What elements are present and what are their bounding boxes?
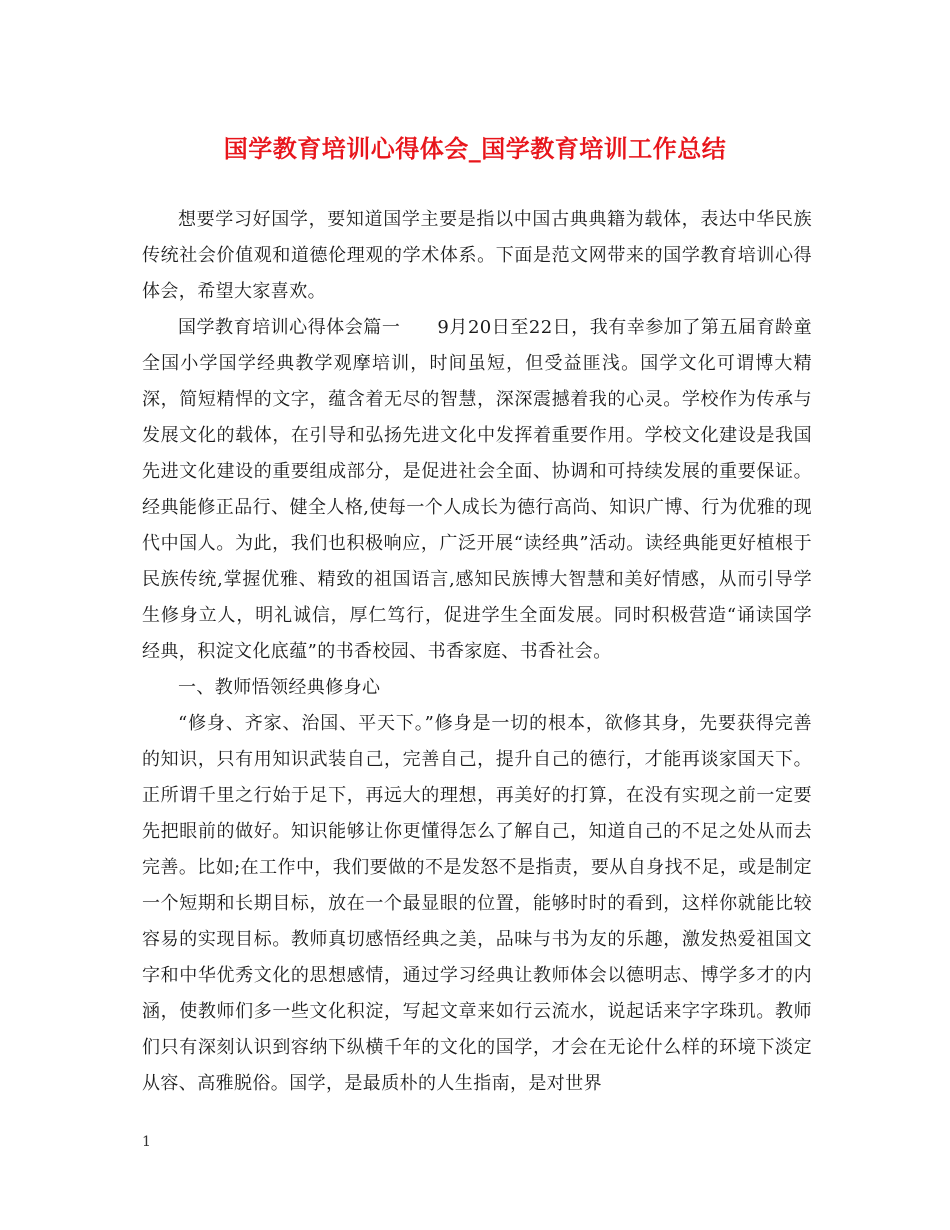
document-body — [142, 202, 812, 1102]
page-title: 国学教育培训心得体会_国学教育培训工作总结 — [223, 134, 727, 163]
section-heading: 一、教师悟领经典修身心 — [178, 677, 381, 698]
paragraph-intro: 想要学习好国学，要知道国学主要是指以中国古典典籍为载体，表达中华民族传统社会价值观和道德伦理观的学术体系。下面是范文网带来的国学教育培训心得体会，希望大家喜欢。 — [142, 209, 812, 302]
page-number: 1 — [142, 1134, 151, 1150]
paragraph-part-one: 国学教育培训心得体会篇一 9月20日至22日，我有幸参加了第五届育龄童全国小学国学经典教学观摩培训，时间虽短，但受益匪浅。国学文化可谓博大精深，简短精悍的文字，蕴含着无尽的智慧，深深震撼着我的心灵。学校作为传承与发展文化的载体，在引导和弘扬先进文化中发挥着重要作用。学校文化建设是我国先进文化建设的重要组成部分，是促进社会全面、协调和可持续发展的重要保证。经典能修正品行、健全人格,使每一个人成长为德行高尚、知识广博、行为优雅的现代中国人。为此，我们也积极响应，广泛开展“读经典”活动。读经典能更好植根于民族传统,掌握优雅、精致的祖国语言,感知民族博大智慧和美好情感，从而引导学生修身立人，明礼诚信，厚仁笃行，促进学生全面发展。同时积极营造“诵读国学经典，积淀文化底蕴”的书香校园、书香家庭、书香社会。 — [142, 317, 812, 662]
paragraph-self-cultivation: “修身、齐家、治国、平天下。”修身是一切的根本，欲修其身，先要获得完善的知识，只有用知识武装自己，完善自己，提升自己的德行，才能再谈家国天下。正所谓千里之行始于足下，再远大的理想，再美好的打算，在没有实现之前一定要先把眼前的做好。知识能够让你更懂得怎么了解自己，知道自己的不足之处从而去完善。比如;在工作中，我们要做的不是发怒不是指责，要从自身找不足，或是制定一个短期和长期目标，放在一个最显眼的位置，能够时时的看到，这样你就能比较容易的实现目标。教师真切感悟经典之美，品味与书为友的乐趣，激发热爱祖国文字和中华优秀文化的思想感情，通过学习经典让教师体会以德明志、博学多才的内涵，使教师们多一些文化积淀，写起文章来如行云流水，说起话来字字珠玑。教师们只有深刻认识到容纳下纵横千年的文化的国学，才会在无论什么样的环境下淡定从容、高雅脱俗。国学，是最质朴的人生指南，是对世界 — [142, 713, 812, 1094]
